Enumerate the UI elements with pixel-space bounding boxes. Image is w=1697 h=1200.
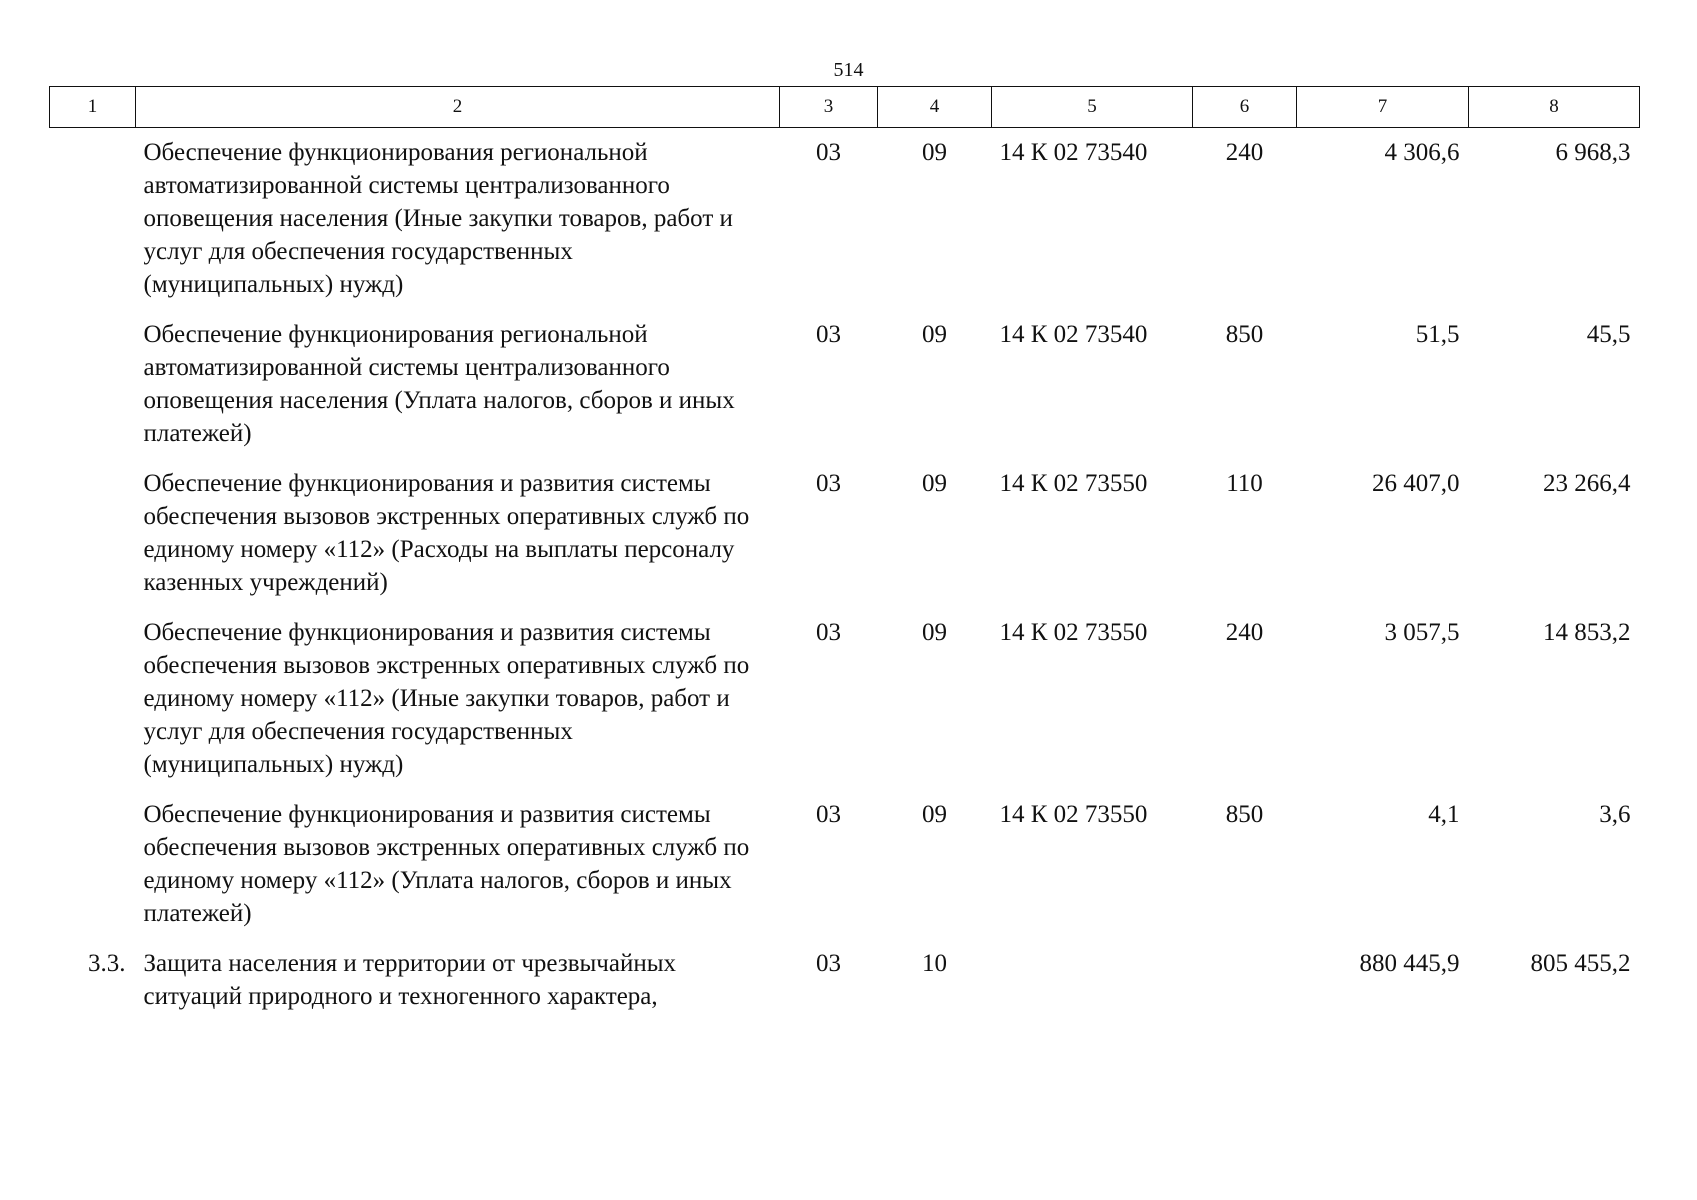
row-name: Обеспечение функционирования и развития системы обеспечения вызовов экстренных оперативных служб по единому номеру «112» (Расходы на выплаты персоналу казенных учреждений) bbox=[143, 470, 750, 596]
row-expense-type: 850 bbox=[1225, 801, 1264, 828]
table-header bbox=[50, 87, 1640, 128]
row-amount-1: 4,1 bbox=[1428, 801, 1460, 828]
row-amount-2: 14 853,2 bbox=[1543, 619, 1631, 646]
row-expense-type: 240 bbox=[1225, 139, 1264, 166]
column-header: 8 bbox=[1469, 87, 1640, 128]
table-body bbox=[50, 128, 1640, 1019]
row-amount-2: 45,5 bbox=[1586, 321, 1631, 348]
row-section: 03 bbox=[816, 801, 841, 828]
row-target-article: 14 К 02 73540 bbox=[999, 139, 1148, 166]
row-section: 03 bbox=[816, 321, 841, 348]
row-expense-type: 110 bbox=[1226, 470, 1263, 497]
row-amount-2: 805 455,2 bbox=[1530, 950, 1631, 977]
column-header: 1 bbox=[50, 87, 136, 128]
row-number bbox=[50, 306, 136, 455]
page-number: 514 bbox=[833, 59, 864, 81]
row-amount-2: 23 266,4 bbox=[1543, 470, 1631, 497]
row-number bbox=[50, 604, 136, 786]
row-amount-2: 3,6 bbox=[1599, 801, 1631, 828]
row-subsection: 09 bbox=[922, 139, 947, 166]
column-header: 5 bbox=[992, 87, 1193, 128]
row-subsection: 09 bbox=[922, 470, 947, 497]
column-header: 2 bbox=[136, 87, 780, 128]
row-section: 03 bbox=[816, 139, 841, 166]
row-subsection: 09 bbox=[922, 619, 947, 646]
row-name: Обеспечение функционирования региональной автоматизированной системы централизованного оповещения населения (Уплата налогов, сборов и иных платежей) bbox=[143, 321, 735, 447]
row-amount-1: 51,5 bbox=[1415, 321, 1460, 348]
row-number bbox=[50, 455, 136, 604]
row-target-article: 14 К 02 73540 bbox=[999, 321, 1148, 348]
row-amount-1: 26 407,0 bbox=[1372, 470, 1460, 497]
row-expense-type: 240 bbox=[1225, 619, 1264, 646]
row-section: 03 bbox=[816, 470, 841, 497]
table-row bbox=[50, 455, 1640, 604]
row-target-article: 14 К 02 73550 bbox=[999, 801, 1148, 828]
column-header: 6 bbox=[1193, 87, 1297, 128]
row-section: 03 bbox=[816, 619, 841, 646]
row-expense-type bbox=[1193, 935, 1297, 1018]
row-subsection: 09 bbox=[922, 321, 947, 348]
row-number bbox=[50, 786, 136, 935]
row-number bbox=[50, 128, 136, 307]
budget-table bbox=[49, 86, 1640, 1018]
row-name: Обеспечение функционирования и развития системы обеспечения вызовов экстренных оперативных служб по единому номеру «112» (Уплата налогов, сборов и иных платежей) bbox=[143, 801, 750, 927]
row-name: Обеспечение функционирования региональной автоматизированной системы централизованного оповещения населения (Иные закупки товаров, работ и услуг для обеспечения государственных (муниципальных) нужд) bbox=[143, 139, 733, 298]
header-row bbox=[50, 87, 1640, 128]
row-number: 3.3. bbox=[88, 950, 126, 977]
table-row bbox=[50, 935, 1640, 1018]
row-section: 03 bbox=[816, 950, 841, 977]
table-row bbox=[50, 128, 1640, 307]
column-header: 4 bbox=[878, 87, 992, 128]
row-subsection: 10 bbox=[922, 950, 947, 977]
column-header: 7 bbox=[1297, 87, 1469, 128]
table-row bbox=[50, 604, 1640, 786]
row-amount-2: 6 968,3 bbox=[1555, 139, 1631, 166]
row-expense-type: 850 bbox=[1225, 321, 1264, 348]
table-row bbox=[50, 786, 1640, 935]
row-amount-1: 4 306,6 bbox=[1384, 139, 1460, 166]
row-target-article: 14 К 02 73550 bbox=[999, 470, 1148, 497]
row-amount-1: 880 445,9 bbox=[1359, 950, 1460, 977]
row-target-article bbox=[992, 935, 1193, 1018]
row-subsection: 09 bbox=[922, 801, 947, 828]
row-amount-1: 3 057,5 bbox=[1384, 619, 1460, 646]
row-target-article: 14 К 02 73550 bbox=[999, 619, 1148, 646]
column-header: 3 bbox=[780, 87, 878, 128]
table-row bbox=[50, 306, 1640, 455]
row-name: Защита населения и территории от чрезвычайных ситуаций природного и техногенного характера, bbox=[143, 950, 677, 1010]
row-name: Обеспечение функционирования и развития системы обеспечения вызовов экстренных оперативных служб по единому номеру «112» (Иные закупки товаров, работ и услуг для обеспечения государственных (муниципальных) нужд) bbox=[143, 619, 750, 778]
